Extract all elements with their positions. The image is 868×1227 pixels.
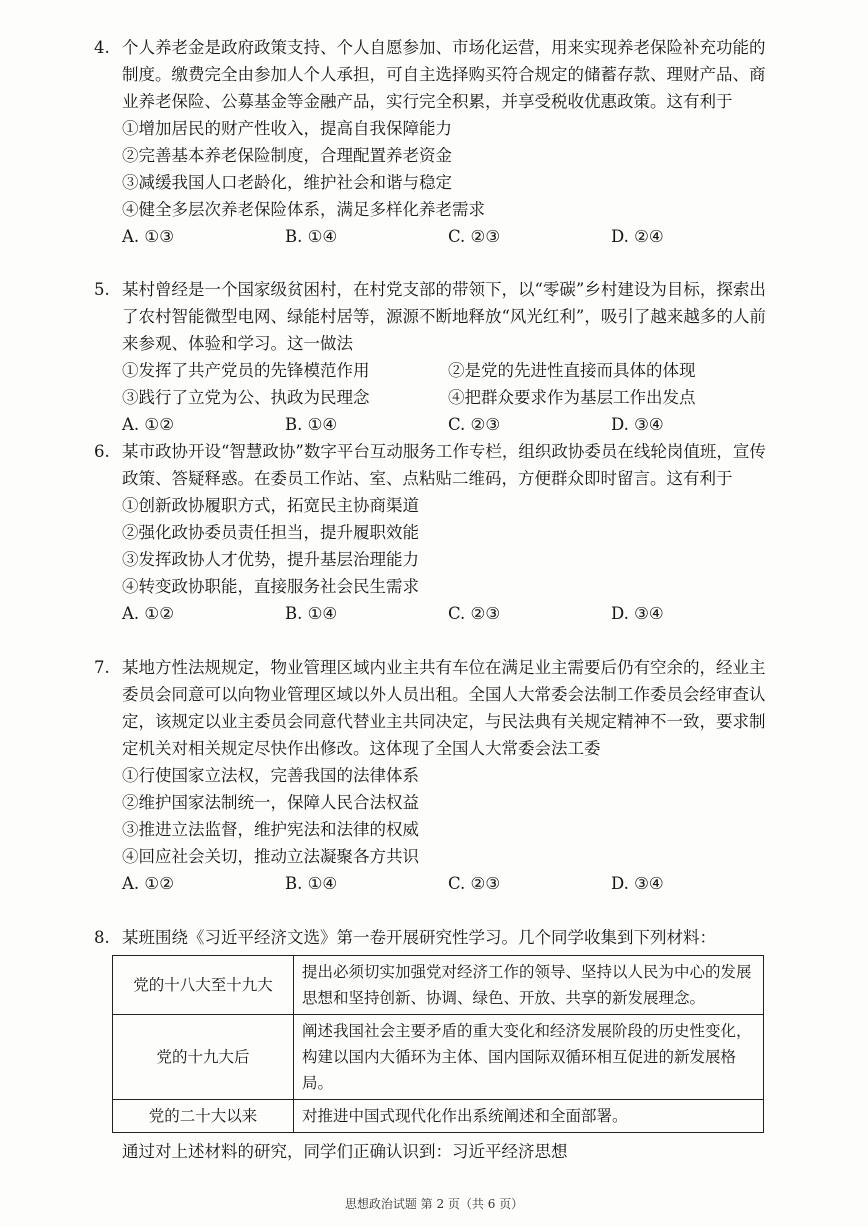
option-d[interactable]: D. ③④: [611, 874, 664, 893]
statement-1: ①增加居民的财产性收入，提高自我保障能力: [122, 119, 452, 138]
question-text: 某地方性法规规定，物业管理区域内业主共有车位在满足业主需要后仍有空余的，经业主委员会同意可以向物业管理区域以外人员出租。全国人大常委会法制工作委员会经审查认定，该规定以业主委员会同意代替业主共同决定，与民法典有关规定精神不一致，要求制定机关对相关规定尽快作出修改。这体现了全国人大常委会法工委: [122, 658, 766, 758]
table-row: [113, 1015, 764, 1100]
period-cell: 党的二十大以来: [113, 1100, 294, 1133]
statement-row: [122, 357, 774, 384]
option-c[interactable]: C. ②③: [448, 604, 501, 623]
statement-2: ②强化政协委员责任担当，提升履职效能: [122, 523, 419, 542]
content-cell: 对推进中国式现代化作出系统阐述和全面部署。: [294, 1100, 764, 1133]
option-d[interactable]: D. ②④: [611, 227, 664, 246]
question-6: [94, 438, 774, 627]
question-number: 4.: [94, 38, 110, 57]
option-b[interactable]: B. ①④: [285, 415, 338, 434]
question-8: [94, 924, 774, 951]
question-stem: [94, 654, 774, 762]
option-a[interactable]: A. ①②: [122, 604, 174, 623]
option-c[interactable]: C. ②③: [448, 874, 501, 893]
question-text: 个人养老金是政府政策支持、个人自愿参加、市场化运营，用来实现养老保险补充功能的制度。缴费完全由参加人个人承担，可自主选择购买符合规定的储蓄存款、理财产品、商业养老保险、公募基金等金融产品，实行完全积累，并享受税收优惠政策。这有利于: [122, 38, 766, 111]
question-stem: [94, 438, 774, 492]
content-cell: 提出必须切实加强党对经济工作的领导、坚持以人民为中心的发展思想和坚持创新、协调、绿色、开放、共享的新发展理念。: [294, 956, 764, 1015]
statement-row: [122, 384, 774, 411]
question-text: 某班围绕《习近平经济文选》第一卷开展研究性学习。几个同学收集到下列材料：: [122, 928, 716, 947]
statement-3: ③践行了立党为公、执政为民理念: [122, 388, 370, 407]
question-text: 某市政协开设“智慧政协”数字平台互动服务工作专栏，组织政协委员在线轮岗值班，宣传政策、答疑释惑。在委员工作站、室、点粘贴二维码，方便群众即时留言。这有利于: [122, 442, 766, 488]
question-number: 7.: [94, 658, 110, 677]
question-number: 6.: [94, 442, 110, 461]
option-d[interactable]: D. ③④: [611, 415, 664, 434]
option-a[interactable]: A. ①②: [122, 874, 174, 893]
period-cell: 党的十九大后: [113, 1015, 294, 1100]
question-stem: [94, 34, 774, 115]
statement-4: ④把群众要求作为基层工作出发点: [448, 388, 696, 407]
option-c[interactable]: C. ②③: [448, 227, 501, 246]
question-number: 8.: [94, 928, 110, 947]
statement-2: ②完善基本养老保险制度，合理配置养老资金: [122, 146, 452, 165]
table-row: [113, 1100, 764, 1133]
option-b[interactable]: B. ①④: [285, 874, 338, 893]
statement-4: ④回应社会关切，推动立法凝聚各方共识: [122, 847, 419, 866]
question-stem: [94, 924, 774, 951]
statement-3: ③发挥政协人才优势，提升基层治理能力: [122, 550, 419, 569]
question-text: 某村曾经是一个国家级贫困村，在村党支部的带领下，以“零碳”乡村建设为目标，探索出了农村智能微型电网、绿能村居等，源源不断地释放“风光红利”，吸引了越来越多的人前来参观、体验和学习。这一做法: [122, 280, 766, 353]
statement-4: ④转变政协职能，直接服务社会民生需求: [122, 577, 419, 596]
answer-options: [122, 870, 774, 897]
conclusion-text: 通过对上述材料的研究，同学们正确认识到：习近平经济思想: [122, 1142, 568, 1161]
question-stem: [94, 276, 774, 357]
answer-options: [122, 600, 774, 627]
statement-3: ③推进立法监督，维护宪法和法律的权威: [122, 820, 419, 839]
material-table: [112, 955, 764, 1133]
content-cell: 阐述我国社会主要矛盾的重大变化和经济发展阶段的历史性变化，构建以国内大循环为主体、国内国际双循环相互促进的新发展格局。: [294, 1015, 764, 1100]
page-footer: 思想政治试题 第 2 页（共 6 页）: [344, 1197, 524, 1211]
statement-1: ①行使国家立法权，完善我国的法律体系: [122, 766, 419, 785]
answer-options: [122, 223, 774, 250]
statement-1: ①发挥了共产党员的先锋模范作用: [122, 361, 370, 380]
question-7: [94, 654, 774, 897]
question-5: [94, 276, 774, 438]
option-a[interactable]: A. ①③: [122, 227, 174, 246]
option-a[interactable]: A. ①②: [122, 415, 174, 434]
statement-1: ①创新政协履职方式，拓宽民主协商渠道: [122, 496, 419, 515]
option-b[interactable]: B. ①④: [285, 227, 338, 246]
table-row: [113, 956, 764, 1015]
option-b[interactable]: B. ①④: [285, 604, 338, 623]
statement-4: ④健全多层次养老保险体系，满足多样化养老需求: [122, 200, 485, 219]
period-cell: 党的十八大至十九大: [113, 956, 294, 1015]
option-d[interactable]: D. ③④: [611, 604, 664, 623]
statement-3: ③减缓我国人口老龄化，维护社会和谐与稳定: [122, 173, 452, 192]
statement-2: ②维护国家法制统一，保障人民合法权益: [122, 793, 419, 812]
statement-2: ②是党的先进性直接而具体的体现: [448, 361, 696, 380]
question-4: [94, 34, 774, 250]
question-number: 5.: [94, 280, 110, 299]
option-c[interactable]: C. ②③: [448, 415, 501, 434]
answer-options: [122, 411, 774, 438]
